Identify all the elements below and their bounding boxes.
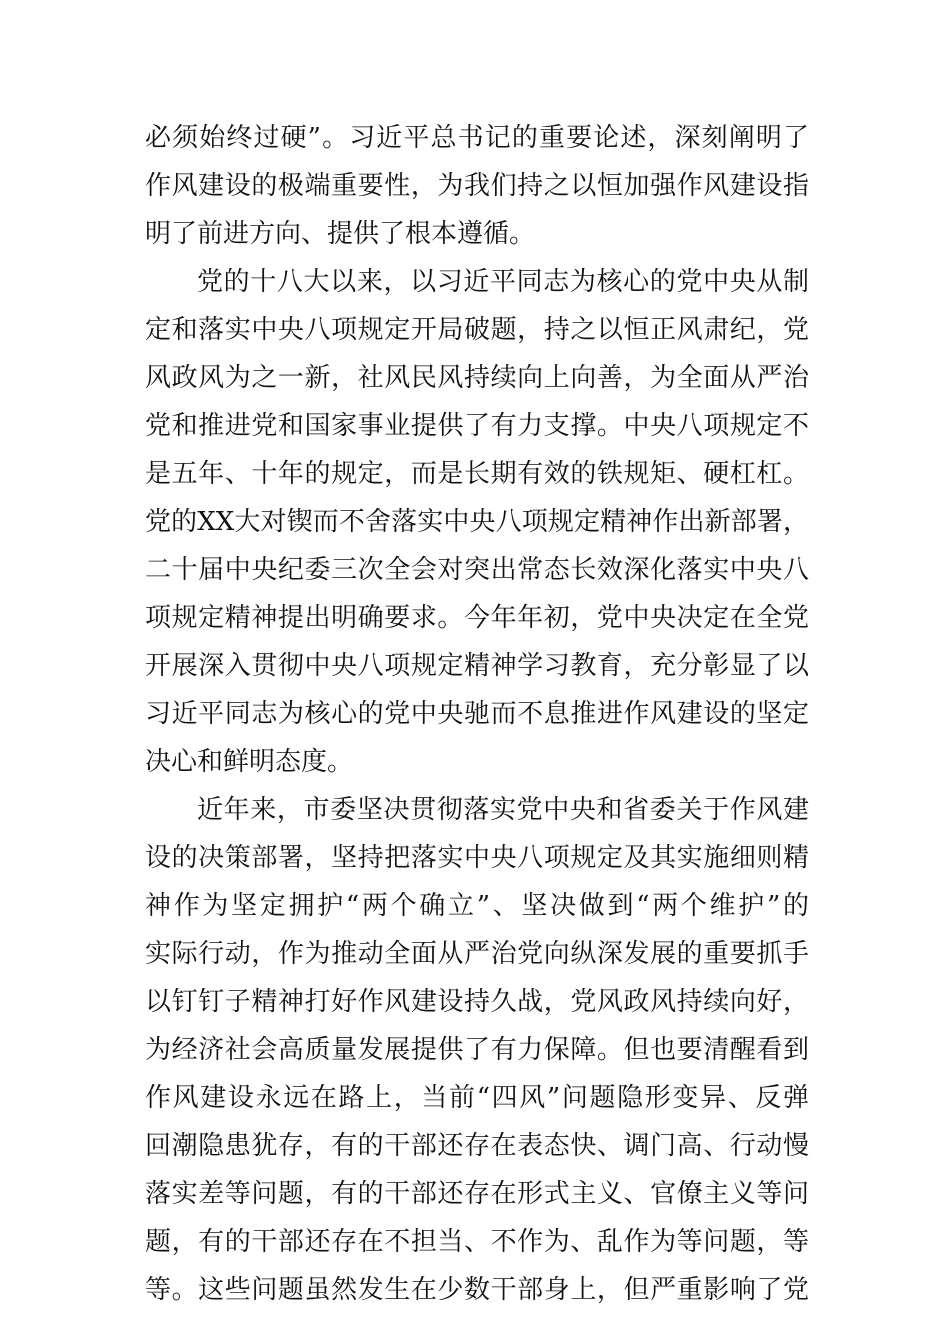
text-line: 党的XX大对锲而不舍落实中央八项规定精神作出新部署，: [145, 507, 809, 537]
paragraph: [145, 114, 809, 258]
text-line: 习近平同志为核心的党中央驰而不息推进作风建设的坚定: [145, 699, 809, 729]
text-line: 落实差等问题，有的干部还存在形式主义、官僚主义等问: [145, 1179, 809, 1209]
text-line: 定和落实中央八项规定开局破题，持之以恒正风肃纪，党: [145, 315, 809, 345]
document-body: [145, 114, 809, 1314]
text-line: 风政风为之一新，社风民风持续向上向善，为全面从严治: [145, 363, 809, 393]
text-line: 是五年、十年的规定，而是长期有效的铁规矩、硬杠杠。: [145, 459, 809, 489]
paragraph: [145, 786, 809, 1314]
text-line: 回潮隐患犹存，有的干部还存在表态快、调门高、行动慢: [145, 1131, 809, 1161]
text-line: 党和推进党和国家事业提供了有力支撑。中央八项规定不: [145, 411, 809, 441]
text-line: 等。这些问题虽然发生在少数干部身上，但严重影响了党: [145, 1275, 809, 1305]
text-line: 以钉钉子精神打好作风建设持久战，党风政风持续向好，: [145, 987, 809, 1017]
text-line: 近年来，市委坚决贯彻落实党中央和省委关于作风建: [197, 795, 809, 825]
text-line: 题，有的干部还存在不担当、不作为、乱作为等问题，等: [145, 1227, 809, 1257]
text-line: 必须始终过硬”。习近平总书记的重要论述，深刻阐明了: [145, 123, 809, 153]
text-line: 作风建设永远在路上，当前“四风”问题隐形变异、反弹: [145, 1083, 809, 1113]
text-line: 设的决策部署，坚持把落实中央八项规定及其实施细则精: [145, 843, 809, 873]
text-line: 党的十八大以来，以习近平同志为核心的党中央从制: [197, 267, 809, 297]
text-line: 决心和鲜明态度。: [145, 747, 354, 777]
text-line: 项规定精神提出明确要求。今年年初，党中央决定在全党: [145, 603, 809, 633]
text-line: 为经济社会高质量发展提供了有力保障。但也要清醒看到: [145, 1035, 809, 1065]
text-line: 实际行动，作为推动全面从严治党向纵深发展的重要抓手: [145, 939, 809, 969]
text-line: 神作为坚定拥护“两个确立”、坚决做到“两个维护”的: [145, 891, 809, 921]
text-line: 作风建设的极端重要性，为我们持之以恒加强作风建设指: [145, 171, 809, 201]
text-line: 明了前进方向、提供了根本遵循。: [145, 219, 536, 249]
paragraph: [145, 258, 809, 786]
text-line: 二十届中央纪委三次全会对突出常态长效深化落实中央八: [145, 555, 809, 585]
text-line: 开展深入贯彻中央八项规定精神学习教育，充分彰显了以: [145, 651, 809, 681]
